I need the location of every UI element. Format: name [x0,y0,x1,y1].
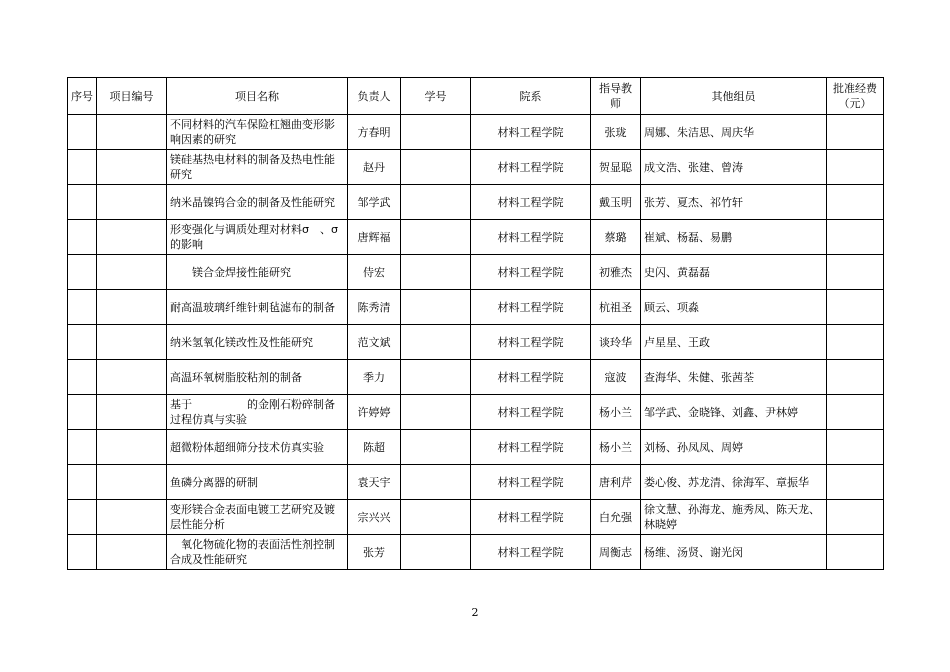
cell-advisor: 寇波 [591,360,641,395]
cell-department: 材料工程学院 [471,395,591,430]
cell-advisor: 初雅杰 [591,255,641,290]
cell-project-id [97,290,167,325]
cell-index [68,255,97,290]
cell-department: 材料工程学院 [471,150,591,185]
cell-project-id [97,185,167,220]
cell-advisor: 唐利芹 [591,465,641,500]
cell-funding [827,150,884,185]
cell-funding [827,220,884,255]
cell-project-name: 高温环氧树脂胶粘剂的制备 [167,360,348,395]
cell-leader: 邹学武 [348,185,401,220]
table-row [68,220,884,255]
cell-funding [827,290,884,325]
table-row [68,395,884,430]
cell-funding [827,360,884,395]
cell-advisor: 白允强 [591,500,641,535]
table-row [68,185,884,220]
header-project-name: 项目名称 [167,78,348,115]
cell-student-id [401,185,471,220]
cell-student-id [401,325,471,360]
cell-funding [827,115,884,150]
header-funding: 批准经费（元） [827,78,884,115]
cell-student-id [401,255,471,290]
cell-funding [827,430,884,465]
cell-advisor: 周衡志 [591,535,641,570]
cell-members: 杨维、汤贤、谢光闵 [641,535,827,570]
cell-department: 材料工程学院 [471,115,591,150]
cell-members: 查海华、朱健、张茜荃 [641,360,827,395]
cell-index [68,115,97,150]
cell-index [68,465,97,500]
table-row [68,115,884,150]
table-body [68,115,884,570]
cell-project-name: 氧化物硫化物的表面活性剂控制合成及性能研究 [167,535,348,570]
cell-department: 材料工程学院 [471,465,591,500]
cell-members: 卢星星、王政 [641,325,827,360]
table-row [68,465,884,500]
cell-advisor: 谈玲华 [591,325,641,360]
cell-leader: 陈秀清 [348,290,401,325]
cell-project-name: 鱼磷分离器的研制 [167,465,348,500]
cell-project-name: 超微粉体超细筛分技术仿真实验 [167,430,348,465]
cell-project-name: 变形镁合金表面电镀工艺研究及镀层性能分析 [167,500,348,535]
cell-leader: 方春明 [348,115,401,150]
cell-members: 周娜、朱洁思、周庆华 [641,115,827,150]
cell-project-name: 镁硅基热电材料的制备及热电性能研究 [167,150,348,185]
cell-members: 邹学武、金晓锋、刘鑫、尹林婷 [641,395,827,430]
cell-members: 徐文慧、孙海龙、施秀凤、陈天龙、林晓婷 [641,500,827,535]
cell-leader: 范文斌 [348,325,401,360]
header-advisor: 指导教师 [591,78,641,115]
header-student-id: 学号 [401,78,471,115]
header-index: 序号 [68,78,97,115]
cell-department: 材料工程学院 [471,535,591,570]
cell-project-id [97,360,167,395]
cell-department: 材料工程学院 [471,185,591,220]
page-number: 2 [471,606,479,619]
cell-department: 材料工程学院 [471,220,591,255]
cell-index [68,220,97,255]
cell-project-id [97,150,167,185]
cell-index [68,150,97,185]
cell-members: 崔斌、杨磊、易鹏 [641,220,827,255]
cell-project-name: 纳米氢氧化镁改性及性能研究 [167,325,348,360]
cell-project-id [97,535,167,570]
cell-project-id [97,430,167,465]
header-project-id: 项目编号 [97,78,167,115]
cell-leader: 赵丹 [348,150,401,185]
header-leader: 负责人 [348,78,401,115]
cell-index [68,360,97,395]
cell-advisor: 杨小兰 [591,430,641,465]
cell-index [68,535,97,570]
table-row [68,150,884,185]
cell-funding [827,465,884,500]
cell-funding [827,325,884,360]
cell-project-id [97,325,167,360]
cell-project-id [97,395,167,430]
cell-members: 顾云、项淼 [641,290,827,325]
cell-project-name: 形变强化与调质处理对材料σ 、σ 的影响 [167,220,348,255]
cell-index [68,500,97,535]
table-row [68,535,884,570]
cell-index [68,395,97,430]
cell-advisor: 杨小兰 [591,395,641,430]
cell-student-id [401,430,471,465]
cell-index [68,325,97,360]
cell-project-id [97,255,167,290]
cell-leader: 袁天宇 [348,465,401,500]
cell-members: 成文浩、张建、曾涛 [641,150,827,185]
cell-project-name: 镁合金焊接性能研究 [167,255,348,290]
cell-department: 材料工程学院 [471,325,591,360]
cell-student-id [401,290,471,325]
cell-project-id [97,465,167,500]
cell-members: 刘杨、孙凤凤、周婷 [641,430,827,465]
cell-project-name: 耐高温玻璃纤维针刺毡滤布的制备 [167,290,348,325]
table-row [68,290,884,325]
cell-leader: 唐辉福 [348,220,401,255]
cell-funding [827,395,884,430]
cell-student-id [401,220,471,255]
cell-project-id [97,115,167,150]
cell-student-id [401,115,471,150]
cell-members: 张芳、夏杰、祁竹轩 [641,185,827,220]
cell-project-name: 基于 的金刚石粉碎制备过程仿真与实验 [167,395,348,430]
cell-index [68,430,97,465]
cell-student-id [401,500,471,535]
cell-department: 材料工程学院 [471,255,591,290]
cell-funding [827,255,884,290]
cell-members: 娄心俊、苏龙清、徐海军、章振华 [641,465,827,500]
cell-advisor: 戴玉明 [591,185,641,220]
cell-funding [827,185,884,220]
cell-members: 史闪、黄磊磊 [641,255,827,290]
cell-department: 材料工程学院 [471,360,591,395]
cell-leader: 许婷婷 [348,395,401,430]
cell-leader: 陈超 [348,430,401,465]
cell-advisor: 贺显聪 [591,150,641,185]
cell-student-id [401,395,471,430]
cell-leader: 宗兴兴 [348,500,401,535]
cell-index [68,290,97,325]
table-row [68,255,884,290]
cell-leader: 季力 [348,360,401,395]
cell-department: 材料工程学院 [471,430,591,465]
header-members: 其他组员 [641,78,827,115]
cell-project-name: 不同材料的汽车保险杠翘曲变形影响因素的研究 [167,115,348,150]
table-row [68,430,884,465]
cell-project-name: 纳米晶镍钨合金的制备及性能研究 [167,185,348,220]
cell-department: 材料工程学院 [471,290,591,325]
header-department: 院系 [471,78,591,115]
cell-student-id [401,150,471,185]
cell-project-id [97,220,167,255]
cell-advisor: 蔡璐 [591,220,641,255]
cell-project-id [97,500,167,535]
project-table [67,77,884,570]
cell-advisor: 张珑 [591,115,641,150]
cell-student-id [401,465,471,500]
cell-leader: 张芳 [348,535,401,570]
cell-student-id [401,360,471,395]
cell-index [68,185,97,220]
cell-funding [827,535,884,570]
cell-department: 材料工程学院 [471,500,591,535]
cell-funding [827,500,884,535]
table-row [68,500,884,535]
table-row [68,360,884,395]
cell-leader: 侍宏 [348,255,401,290]
cell-student-id [401,535,471,570]
table-row [68,325,884,360]
header-row [68,78,884,115]
cell-advisor: 杭祖圣 [591,290,641,325]
